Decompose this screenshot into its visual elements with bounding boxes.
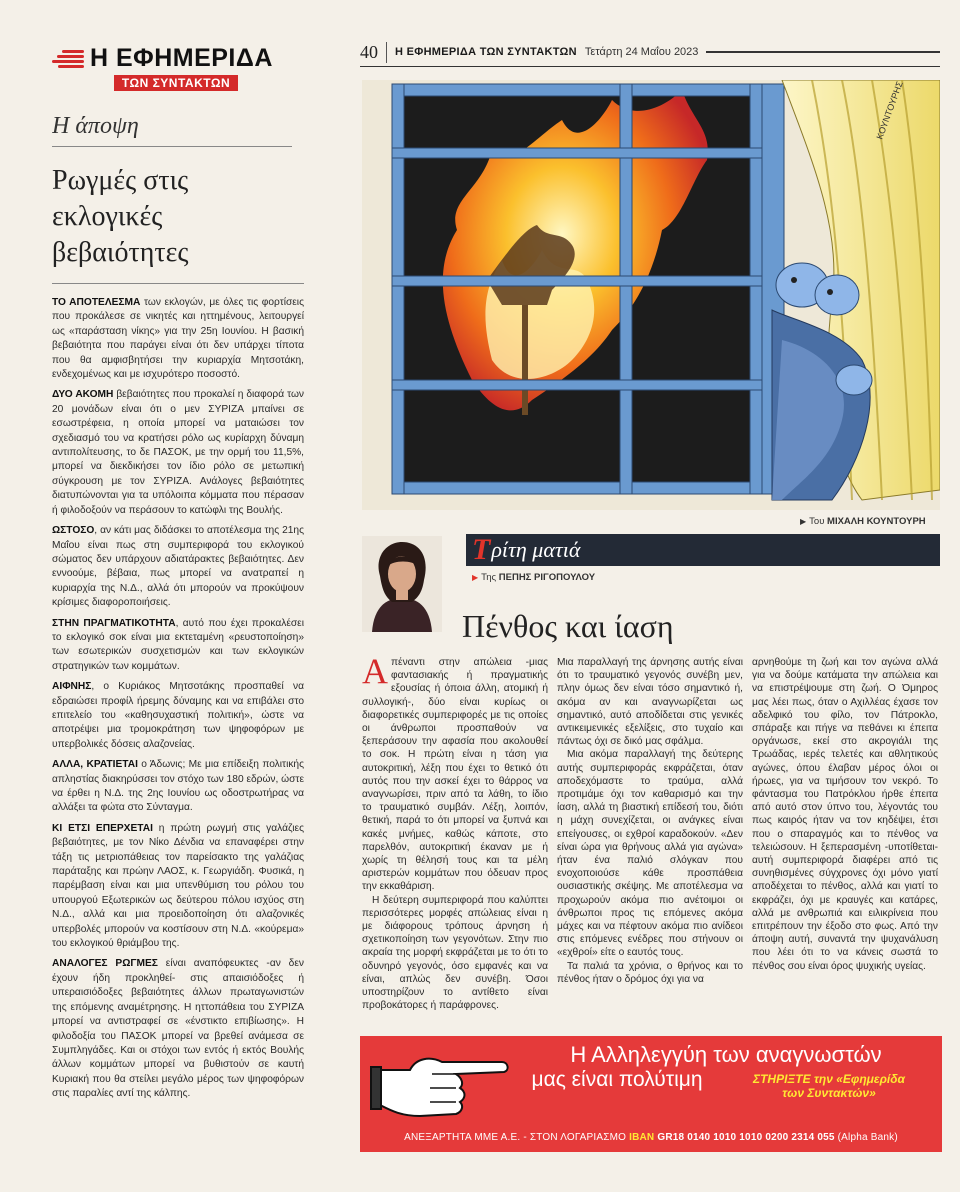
ad-title-line1: Η Αλληλεγγύη των αναγνωστών [570, 1042, 882, 1067]
article-paragraph: Η δεύτερη συμπεριφορά που καλύπτει περισσότερες μορφές απώλειας είναι η με διάφορους τρόπους άρνηση ή σχετικοποίηση των γεγονότων. Στην πιο ακραία της μορφή εκφράζεται με το ότι το οδυνηρό γεγονός, όσο εμφανές και να είναι, απλώς δεν συνέβη. Όσοι υποστηρίζουν το αντίθετο είναι προβοκάτορες ή παράφρονες. [362, 894, 548, 1012]
cartoon-credit: ▶ Του ΜΙΧΑΛΗ ΚΟΥΝΤΟΥΡΗ [800, 516, 926, 527]
left-opinion-column [52, 40, 304, 1190]
article-paragraph: Μια παραλλαγή της άρνησης αυτής είναι ότι το τραυματικό γεγονός συνέβη μεν, πλην όμως δεν είναι τόσο σημαντικό ή, ακόμα αν και αναγνωρίζεται ως σημαντικό, αυτό αποδίδεται στις γενικές αντικειμενικές εξελίξεις, στο τυχαίο και πάντως όχι σε δικό μας σφάλμα. [557, 657, 743, 748]
solidarity-ad [360, 1036, 942, 1152]
triangle-icon: ▶ [472, 573, 479, 582]
column-header-initial: Τ [472, 533, 491, 566]
column-header-bar [466, 534, 940, 566]
opinion-paragraph: ΑΛΛΑ, ΚΡΑΤΙΕΤΑΙ ο Άδωνις; Με μια επίδειξη πολιτικής απληστίας διακηρύσσει τον στόχο των 180 εδρών, ώστε να έρθει η Ν.Δ. της 2ης Ιουνίου ως οδοστρωτήρας να αλλάξει τα φώτα στο Σύνταγμα. [52, 759, 304, 814]
opinion-paragraph: ΑΝΑΛΟΓΕΣ ΡΩΓΜΕΣ είναι αναπόφευκτες -αν δεν έχουν ήδη προκληθεί- στις απαισιόδοξες ή υπεραισιόδοξες βεβαιότητες άλλων πρωταγωνιστών της επόμενης αναμέτρησης. Η ηττοπάθεια του ΣΥΡΙΖΑ μπορεί να αντιστραφεί σε «ένστικτο επιβίωσης». Η φιλοδοξία του ΠΑΣΟΚ μπορεί να βρεθεί ανάμεσα σε Συμπληγάδες. Και οι στόχοι των εντός ή εκτός Βουλής άλλων κομμάτων μπορεί να βυθιστούν σε καυτή Κυριακή που θα στείλει μεγάλο μέρος των ψηφοφόρων στις παραλίες αντί της κάλπης. [52, 958, 304, 1100]
article-paragraph: Μια ακόμα παραλλαγή της δεύτερης αυτής συμπεριφοράς εκφράζεται, όταν αποδεχόμαστε το τραύμα, αλλά προτιμάμε όχι τον καθαρισμό και την ίαση, αλλά τη βιαστική επίδεσή του, διότι η μάχη συνεχίζεται, οι ανάγκες είναι επείγουσες, οι εχθροί καραδοκούν. «Δεν είναι ώρα για θρήνους αλλά για αγώνα» ήταν ένα παλιό σλόγκαν που ενοχοποιούσε κάθε προσπάθεια ουσιαστικής σκέψης. Με αποτέλεσμα να προχωρούν ακόμα πιο ανέτοιμοι οι άνθρωποι προς τις επόμενες ακόμα μάχες και να πέφτουν ακόμα πιο ανίδεοι στις επόμενες ενέδρες που στήνουν οι «εχθροί» είτε ο εαυτός τους. [557, 749, 743, 959]
page-header [360, 40, 940, 64]
opinion-body [52, 296, 304, 1102]
article-column-1 [362, 651, 548, 1012]
cartoon-signature: ΚΟΥΝΤΟΥΡΗΣ [874, 80, 905, 141]
opinion-paragraph: ΑΙΦΝΗΣ, ο Κυριάκος Μητσοτάκης προσπαθεί να εδραιώσει προφίλ ήρεμης δύναμης και να επιβάλει στο επιτελείο του «καθησυχαστική πολιτική», ώστε να αποτρέψει μια τρομοκράτηση των ψηφοφόρων με υπερβολικές δόσεις αλαζονείας. [52, 681, 304, 750]
section-label: Η άποψη [52, 113, 292, 147]
opinion-headline: Ρωγμές στις εκλογικές βεβαιότητες [52, 163, 304, 284]
opinion-paragraph: ΤΟ ΑΠΟΤΕΛΕΣΜΑ των εκλογών, με όλες τις φορτίσεις που προκάλεσε σε νικητές και ηττημένους, λειτουργεί ως «παράσταση νίκης» για την 25η Ιουνίου. Η βασική βεβαιότητα που παράγει είναι ότι δεν υπάρχει τίποτα που θα αμφισβητήσει την κυριαρχία Μητσοτάκη, ενδεχομένως και με ισχυρότερο ποσοστό. [52, 297, 304, 381]
header-rule [706, 51, 940, 53]
column-header-title: ρίτη ματιά [491, 537, 581, 562]
ad-support-text: ΣΤΗΡΙΞΤΕ την «Εφημερίδα των Συντακτών» [752, 1072, 905, 1100]
opinion-paragraph: ΩΣΤΟΣΟ, αν κάτι μας διδάσκει το αποτέλεσμα της 21ης Μαΐου είναι πως στη συμπεριφορά του εκλογικού σώματος δεν υπάρχουν αδιατάρακτες βεβαιότητες. Δεν εννοούμε, βέβαια, πως μπορεί να ανατραπεί η κυριαρχία της Ν.Δ., αλλά ότι μπορούν να προκύψουν κρίσιμες διαφοροποιήσεις. [52, 525, 304, 609]
masthead-stripes-icon [52, 50, 84, 68]
article-column-3 [752, 656, 938, 973]
column-byline: ▶ Της ΠΕΠΗΣ ΡΙΓΟΠΟΥΛΟΥ [472, 572, 596, 583]
cartoon-illustration [362, 80, 940, 510]
article-paragraph: αρνηθούμε τη ζωή και τον αγώνα αλλά για να δούμε κατάματα την απώλεια και να επιστρέψουμε στη ζωή. Ο Όμηρος μας λέει πως, όταν ο Αχιλλέας έχασε τον αδελφικό του φίλο, τον Πάτροκλο, σπάραξε και πήγε να πεθάνει κι έπειτα οργάνωσε, εκεί στο ακρογιάλι της Τρωάδας, ιερές τελετές και αθλητικούς αγώνες, όπου έλαβαν μέρος όλοι οι ήρωες, για να τιμήσουν τον νεκρό. Το φάντασμα του Πατρόκλου ήρθε έπειτα από αυτό στον ύπνο του, λέγοντάς του πως καιρός ήταν να τον κηδέψει, έτσι που ο σπαραγμός και το πένθος να τελειώσουν. Η ξεπερασμένη -υποτίθεται- αυτή συμπεριφορά διαφέρει από τις συνηθισμένες σύγχρονες όχι μόνο γιατί αποδέχεται το πένθος, αλλά και γιατί το εκφράζει, όχι με κραυγές και κατάρες, αλλά με ανθρωπιά και ειλικρίνεια που επιτρέπουν την έξοδο στο φως. Από την άποψη αυτή, συναντά την ψυχανάλυση που λέει ότι το να κάνεις σωστά το πένθος σου είναι όρος ψυχικής υγείας. [752, 657, 938, 972]
masthead [52, 46, 304, 71]
opinion-paragraph: ΔΥΟ ΑΚΟΜΗ βεβαιότητες που προκαλεί η διαφορά των 20 μονάδων είναι ότι ο μεν ΣΥΡΙΖΑ μπαίνει σε εσωστρέφεια, η οποία μπορεί να ματαιώσει τον σχεδιασμό του να κρατήσει ρόλο ως κυρίαρχη δύναμη αντιπολίτευσης, το δε ΠΑΣΟΚ, με την ορμή του 11,5%, μπορεί να διεκδικήσει τον ίδιο ρόλο σε μετωπική σύγκρουση με τον ΣΥΡΙΖΑ. Ανάλογες βεβαιότητες διατυπώνονται για τα υπόλοιπα κόμματα που πέρασαν ή φιλοδοξούν να περάσουν το κατώφλι της Βουλής. [52, 389, 304, 516]
page-date: Τετάρτη 24 Μαΐου 2023 [584, 46, 699, 58]
masthead-subtitle: ΤΩΝ ΣΥΝΤΑΚΤΩΝ [114, 75, 238, 91]
article-column-2 [557, 656, 743, 986]
masthead-title: Η ΕΦΗΜΕΡΙΔΑ [90, 44, 273, 72]
drop-cap: Α [362, 651, 388, 691]
article-paragraph: Τα παλιά τα χρόνια, ο θρήνος και το πένθος ήταν ο δρόμος όχι για να [557, 960, 743, 985]
author-portrait [362, 536, 442, 632]
article-paragraph: Απέναντι στην απώλεια -μιας φαντασιακής ή πραγματικής εξουσίας ή όποια άλλη, ατομική ή συλλογική-, δύο είναι κυρίως οι διαφορετικές συμπεριφορές με τις οποίες οι άνθρωποι προσπαθούν να ξεπεράσουν την αφασία που ακολουθεί το σοκ. Η πρώτη είναι η τάση για αυτοκριτική, λέξη που έχει το θετικό ότι αυτός που την ασκεί έχει το θάρρος να αναγνωρίσει, πριν από τα λάθη, το ίδιο το τραυματικό συμβάν. Λέξη, λοιπόν, θετική, παρά το ότι μπορεί να ξυπνά και κακές μνήμες, καθώς κάποτε, στο παρελθόν, αυτοκριτική έκαναν με ή χωρίς τη θέλησή τους και τα μέλη αριστερών κομμάτων που όδευαν προς την εκκαθάριση. [362, 651, 548, 893]
column-headline: Πένθος και ίαση [462, 608, 674, 644]
opinion-paragraph: ΚΙ ΕΤΣΙ ΕΠΕΡΧΕΤΑΙ η πρώτη ρωγμή στις γαλάζιες βεβαιότητες, με τον Νίκο Δένδια να επαναφέρει στην τάξη τις μετριοπάθειας τον παρείσακτο της γαλάζιας παράταξης και πρώην ΛΑΟΣ, κ. Γεωργιάδη. Φυσικά, η παρέμβαση είναι και μια υπενθύμιση του ρόλου του υπουργού Εξωτερικών ως δεύτερου πόλου ισχύος στη Ν.Δ., αλλά και μια προειδοποίηση ότι αλαζονικές υπερβολές μπορούν να κοστίσουν στη Ν.Δ. «κούρεμα» του εκλογικού θριάμβου της. [52, 822, 304, 950]
ad-title-line2: μας είναι πολύτιμη [531, 1068, 703, 1091]
header-divider [360, 66, 940, 67]
opinion-paragraph: ΣΤΗΝ ΠΡΑΓΜΑΤΙΚΟΤΗΤΑ, αυτό που έχει προκαλέσει το εκλογικό σοκ είναι μια εκτεταμένη «ρευστοποίηση» των εσωτερικών συσχετισμών και των εκλογικών στρατηγικών των κομμάτων. [52, 617, 304, 672]
triangle-icon: ▶ [800, 517, 807, 526]
page-number: 40 [360, 42, 387, 63]
pointing-hand-icon [370, 1040, 510, 1130]
page-paper-name: Η ΕΦΗΜΕΡΙΔΑ ΤΩΝ ΣΥΝΤΑΚΤΩΝ [395, 46, 577, 58]
ad-bank-details: ΑΝΕΞΑΡΤΗΤΑ ΜΜΕ Α.Ε. - ΣΤΟΝ ΛΟΓΑΡΙΑΣΜΟ IBAN GR18 0140 1010 1010 0200 2314 055 (Alpha Bank) [404, 1132, 898, 1143]
